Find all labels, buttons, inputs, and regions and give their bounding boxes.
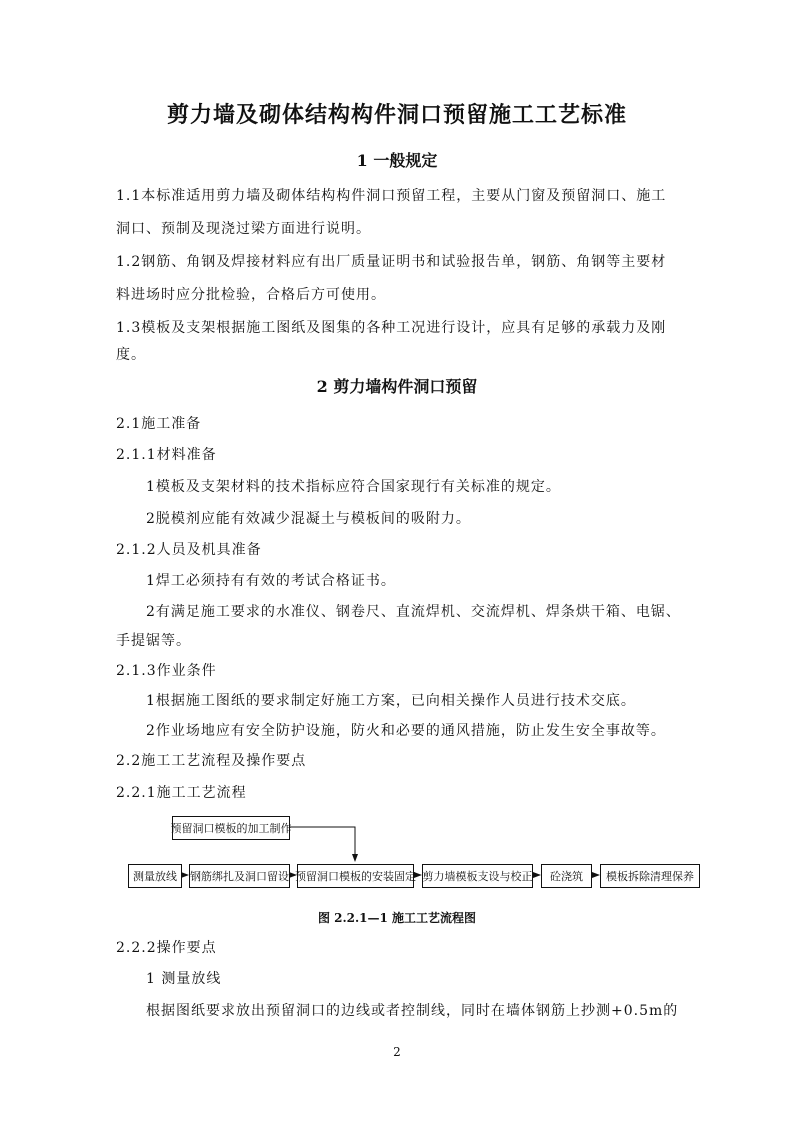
subsection-2-2-1: 2.2.1施工工艺流程 [116,785,247,801]
subsection-2-2-2: 2.2.2操作要点 [116,940,217,956]
flow-box-step-1: 测量放线 [128,864,182,888]
document-title: 剪力墙及砌体结构构件洞口预留施工工艺标准 [166,102,627,128]
flow-box-step-4: 剪力墙模板支设与校正 [422,864,533,888]
item-2-2-2-1: 1 测量放线 [146,971,222,987]
section-2-heading: 2 剪力墙构件洞口预留 [316,377,478,396]
item-2-1-1-2: 2脱模剂应能有效减少混凝土与模板间的吸附力。 [146,511,471,527]
section-1-heading: 1 一般规定 [356,151,438,170]
item-2-1-1-1: 1模板及支架材料的技术指标应符合国家现行有关标准的规定。 [146,479,561,495]
subsection-2-1-2: 2.1.2人员及机具准备 [116,542,262,558]
paragraph-1-1-line-2: 洞口、预制及现浇过梁方面进行说明。 [116,221,371,237]
flow-box-step-3: 预留洞口模板的安装固定 [297,864,414,888]
subsection-2-2: 2.2施工工艺流程及操作要点 [116,753,307,769]
item-2-1-2-2-line-2: 手提锯等。 [116,633,191,649]
paragraph-1-1-line-1: 1.1本标准适用剪力墙及砌体结构构件洞口预留工程，主要从门窗及预留洞口、施工 [116,188,667,204]
subsection-2-1-3: 2.1.3作业条件 [116,663,217,679]
flow-box-template-fabrication: 预留洞口模板的加工制作 [172,816,290,840]
paragraph-1-2-line-1: 1.2钢筋、角钢及焊接材料应有出厂质量证明书和试验报告单，钢筋、角钢等主要材 [116,254,667,270]
flow-box-step-6: 模板拆除清理保养 [600,864,700,888]
flow-box-step-5: 砼浇筑 [541,864,592,888]
item-2-1-3-2: 2作业场地应有安全防护设施，防火和必要的通风措施，防止发生安全事故等。 [146,723,666,739]
flow-box-step-2: 钢筋绑扎及洞口留设 [189,864,290,888]
item-2-1-2-2-line-1: 2有满足施工要求的水准仪、钢卷尺、直流焊机、交流焊机、焊条烘干箱、电锯、 [146,604,681,620]
paragraph-2-2-2-1: 根据图纸要求放出预留洞口的边线或者控制线，同时在墙体钢筋上抄测+0.5m的 [146,1003,679,1019]
item-2-1-3-1: 1根据施工图纸的要求制定好施工方案，已向相关操作人员进行技术交底。 [146,693,636,709]
figure-caption: 图 2.2.1—1 施工工艺流程图 [317,911,477,925]
item-2-1-2-1: 1焊工必须持有有效的考试合格证书。 [146,573,396,589]
paragraph-1-3-line-1: 1.3模板及支架根据施工图纸及图集的各种工况进行设计，应具有足够的承载力及刚 [116,320,667,336]
paragraph-1-3-line-2: 度。 [116,347,146,363]
page-number: 2 [393,1045,401,1059]
paragraph-1-2-line-2: 料进场时应分批检验，合格后方可使用。 [116,287,386,303]
subsection-2-1-1: 2.1.1材料准备 [116,447,217,463]
subsection-2-1: 2.1施工准备 [116,416,202,432]
